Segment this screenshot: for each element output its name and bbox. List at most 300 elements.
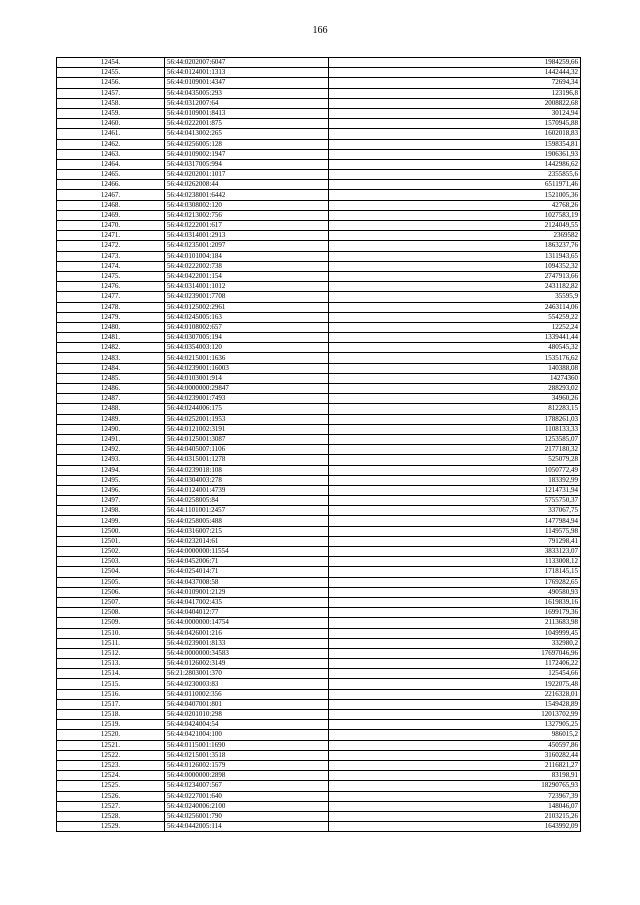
row-number-cell: 12481. xyxy=(57,333,165,343)
table-row xyxy=(57,363,581,373)
cadastral-value-cell: 1311943,65 xyxy=(329,251,581,261)
row-number-cell: 12475. xyxy=(57,271,165,281)
table-row xyxy=(57,822,581,832)
cadastral-value-cell: 34960,26 xyxy=(329,394,581,404)
cadastral-value-cell: 1327905,25 xyxy=(329,720,581,730)
cadastral-number-cell: 56:44:0126002:3149 xyxy=(165,659,329,669)
cadastral-value-cell: 1133008,12 xyxy=(329,557,581,567)
row-number-cell: 12525. xyxy=(57,781,165,791)
cadastral-value-table xyxy=(56,57,581,832)
row-number-cell: 12522. xyxy=(57,750,165,760)
table-row xyxy=(57,394,581,404)
cadastral-value-cell: 3833123,07 xyxy=(329,547,581,557)
cadastral-number-cell: 56:44:0421004:100 xyxy=(165,730,329,740)
cadastral-number-cell: 56:44:0125002:2961 xyxy=(165,302,329,312)
cadastral-number-cell: 56:44:1101001:2457 xyxy=(165,506,329,516)
table-row xyxy=(57,149,581,159)
cadastral-number-cell: 56:44:0422001:154 xyxy=(165,271,329,281)
cadastral-number-cell: 56:44:0235001:2097 xyxy=(165,241,329,251)
cadastral-value-cell: 1643992,09 xyxy=(329,822,581,832)
cadastral-number-cell: 56:44:0202007:6047 xyxy=(165,58,329,68)
cadastral-value-cell: 1521005,36 xyxy=(329,190,581,200)
row-number-cell: 12513. xyxy=(57,659,165,669)
cadastral-number-cell: 56:44:0404012:77 xyxy=(165,608,329,618)
cadastral-value-cell: 2747913,66 xyxy=(329,271,581,281)
row-number-cell: 12529. xyxy=(57,822,165,832)
cadastral-number-cell: 56:44:0222001:617 xyxy=(165,221,329,231)
table-row xyxy=(57,760,581,770)
cadastral-value-cell: 125454,66 xyxy=(329,669,581,679)
cadastral-number-cell: 56:44:0202001:1017 xyxy=(165,170,329,180)
cadastral-value-cell: 1027583,19 xyxy=(329,210,581,220)
cadastral-value-cell: 812283,15 xyxy=(329,404,581,414)
cadastral-value-cell: 2124049,55 xyxy=(329,221,581,231)
row-number-cell: 12519. xyxy=(57,720,165,730)
cadastral-number-cell: 56:44:0232014:61 xyxy=(165,536,329,546)
cadastral-number-cell: 56:44:0354003:120 xyxy=(165,343,329,353)
cadastral-value-cell: 12013702,99 xyxy=(329,710,581,720)
cadastral-value-cell: 337067,75 xyxy=(329,506,581,516)
table-row xyxy=(57,353,581,363)
cadastral-number-cell: 56:44:0000000:14754 xyxy=(165,618,329,628)
table-row xyxy=(57,567,581,577)
table-row xyxy=(57,139,581,149)
cadastral-value-cell: 1984259,66 xyxy=(329,58,581,68)
table-row xyxy=(57,485,581,495)
table-row xyxy=(57,791,581,801)
cadastral-value-cell: 12252,24 xyxy=(329,322,581,332)
cadastral-number-cell: 56:44:0304003:278 xyxy=(165,475,329,485)
cadastral-number-cell: 56:44:0109001:4347 xyxy=(165,78,329,88)
cadastral-number-cell: 56:21:2803001:370 xyxy=(165,669,329,679)
row-number-cell: 12505. xyxy=(57,577,165,587)
cadastral-number-cell: 56:44:0262008:44 xyxy=(165,180,329,190)
cadastral-number-cell: 56:44:0109001:2129 xyxy=(165,587,329,597)
cadastral-number-cell: 56:44:0126002:1579 xyxy=(165,760,329,770)
table-row xyxy=(57,526,581,536)
row-number-cell: 12491. xyxy=(57,434,165,444)
table-row xyxy=(57,547,581,557)
row-number-cell: 12471. xyxy=(57,231,165,241)
table-row xyxy=(57,679,581,689)
cadastral-number-cell: 56:44:0000000:29847 xyxy=(165,384,329,394)
row-number-cell: 12499. xyxy=(57,516,165,526)
cadastral-number-cell: 56:44:0109001:8413 xyxy=(165,108,329,118)
row-number-cell: 12501. xyxy=(57,536,165,546)
cadastral-value-cell: 123196,8 xyxy=(329,88,581,98)
cadastral-number-cell: 56:44:0230003:83 xyxy=(165,679,329,689)
cadastral-number-cell: 56:44:0108002:657 xyxy=(165,322,329,332)
row-number-cell: 12516. xyxy=(57,689,165,699)
cadastral-number-cell: 56:44:0239001:16003 xyxy=(165,363,329,373)
table-row xyxy=(57,261,581,271)
row-number-cell: 12467. xyxy=(57,190,165,200)
cadastral-value-cell: 450597,86 xyxy=(329,740,581,750)
cadastral-number-cell: 56:44:0407001:801 xyxy=(165,699,329,709)
row-number-cell: 12521. xyxy=(57,740,165,750)
cadastral-number-cell: 56:44:0125001:3087 xyxy=(165,434,329,444)
table-row xyxy=(57,659,581,669)
cadastral-value-cell: 1108133,33 xyxy=(329,424,581,434)
row-number-cell: 12504. xyxy=(57,567,165,577)
row-number-cell: 12511. xyxy=(57,638,165,648)
table-row xyxy=(57,221,581,231)
cadastral-value-cell: 791298,41 xyxy=(329,536,581,546)
row-number-cell: 12510. xyxy=(57,628,165,638)
table-row xyxy=(57,465,581,475)
table-row xyxy=(57,506,581,516)
cadastral-value-cell: 1602018,83 xyxy=(329,129,581,139)
cadastral-value-cell: 2463114,06 xyxy=(329,302,581,312)
table-row xyxy=(57,312,581,322)
table-row xyxy=(57,434,581,444)
cadastral-number-cell: 56:44:0000000:11554 xyxy=(165,547,329,557)
cadastral-number-cell: 56:44:0222002:738 xyxy=(165,261,329,271)
cadastral-number-cell: 56:44:0245005:163 xyxy=(165,312,329,322)
row-number-cell: 12473. xyxy=(57,251,165,261)
cadastral-number-cell: 56:44:0222001:875 xyxy=(165,119,329,129)
row-number-cell: 12507. xyxy=(57,597,165,607)
row-number-cell: 12461. xyxy=(57,129,165,139)
cadastral-value-cell: 1214731,94 xyxy=(329,485,581,495)
table-row xyxy=(57,373,581,383)
cadastral-number-cell: 56:44:0437008:58 xyxy=(165,577,329,587)
cadastral-value-cell: 2369582 xyxy=(329,231,581,241)
cadastral-value-cell: 17697046,96 xyxy=(329,648,581,658)
cadastral-value-cell: 35595,9 xyxy=(329,292,581,302)
table-row xyxy=(57,78,581,88)
table-row xyxy=(57,180,581,190)
table-row xyxy=(57,496,581,506)
cadastral-number-cell: 56:44:0121002:3191 xyxy=(165,424,329,434)
cadastral-number-cell: 56:44:0258005:84 xyxy=(165,496,329,506)
table-row xyxy=(57,282,581,292)
cadastral-value-cell: 2431182,82 xyxy=(329,282,581,292)
cadastral-number-cell: 56:44:0109002:1947 xyxy=(165,149,329,159)
table-row xyxy=(57,750,581,760)
table-row xyxy=(57,781,581,791)
table-row xyxy=(57,638,581,648)
cadastral-value-cell: 1922075,48 xyxy=(329,679,581,689)
cadastral-number-cell: 56:44:0317005:994 xyxy=(165,159,329,169)
cadastral-number-cell: 56:44:0442005:114 xyxy=(165,822,329,832)
row-number-cell: 12470. xyxy=(57,221,165,231)
cadastral-number-cell: 56:44:0307005:194 xyxy=(165,333,329,343)
row-number-cell: 12490. xyxy=(57,424,165,434)
cadastral-number-cell: 56:44:0405007:1106 xyxy=(165,445,329,455)
cadastral-value-cell: 5755750,37 xyxy=(329,496,581,506)
cadastral-value-cell: 1149575,98 xyxy=(329,526,581,536)
row-number-cell: 12496. xyxy=(57,485,165,495)
row-number-cell: 12508. xyxy=(57,608,165,618)
table-row xyxy=(57,424,581,434)
cadastral-value-cell: 480545,32 xyxy=(329,343,581,353)
row-number-cell: 12485. xyxy=(57,373,165,383)
table-row xyxy=(57,669,581,679)
table-row xyxy=(57,557,581,567)
cadastral-number-cell: 56:44:0110002:356 xyxy=(165,689,329,699)
table-row xyxy=(57,98,581,108)
table-row xyxy=(57,648,581,658)
table-row xyxy=(57,108,581,118)
cadastral-value-cell: 148046,07 xyxy=(329,801,581,811)
cadastral-number-cell: 56:44:0314001:2913 xyxy=(165,231,329,241)
cadastral-number-cell: 56:44:0254014:71 xyxy=(165,567,329,577)
cadastral-value-cell: 554259,22 xyxy=(329,312,581,322)
row-number-cell: 12520. xyxy=(57,730,165,740)
page-number: 166 xyxy=(312,25,328,36)
cadastral-number-cell: 56:44:0256001:790 xyxy=(165,811,329,821)
cadastral-number-cell: 56:44:0452006:71 xyxy=(165,557,329,567)
row-number-cell: 12515. xyxy=(57,679,165,689)
row-number-cell: 12500. xyxy=(57,526,165,536)
row-number-cell: 12495. xyxy=(57,475,165,485)
cadastral-value-cell: 83198,91 xyxy=(329,771,581,781)
row-number-cell: 12464. xyxy=(57,159,165,169)
cadastral-value-cell: 1788261,03 xyxy=(329,414,581,424)
cadastral-number-cell: 56:44:0252001:1953 xyxy=(165,414,329,424)
row-number-cell: 12523. xyxy=(57,760,165,770)
cadastral-number-cell: 56:44:0227001:640 xyxy=(165,791,329,801)
cadastral-value-cell: 1549428,89 xyxy=(329,699,581,709)
cadastral-value-cell: 14274360 xyxy=(329,373,581,383)
cadastral-number-cell: 56:44:0315001:1278 xyxy=(165,455,329,465)
row-number-cell: 12526. xyxy=(57,791,165,801)
row-number-cell: 12479. xyxy=(57,312,165,322)
table-row xyxy=(57,200,581,210)
row-number-cell: 12482. xyxy=(57,343,165,353)
row-number-cell: 12472. xyxy=(57,241,165,251)
cadastral-number-cell: 56:44:0239001:7708 xyxy=(165,292,329,302)
table-body xyxy=(57,58,581,832)
table-row xyxy=(57,516,581,526)
table-row xyxy=(57,445,581,455)
cadastral-value-cell: 2177180,32 xyxy=(329,445,581,455)
row-number-cell: 12456. xyxy=(57,78,165,88)
cadastral-value-cell: 1050772,49 xyxy=(329,465,581,475)
table-row xyxy=(57,577,581,587)
row-number-cell: 12474. xyxy=(57,261,165,271)
cadastral-number-cell: 56:44:0213002:756 xyxy=(165,210,329,220)
cadastral-number-cell: 56:44:0215001:1636 xyxy=(165,353,329,363)
row-number-cell: 12502. xyxy=(57,547,165,557)
row-number-cell: 12457. xyxy=(57,88,165,98)
table-row xyxy=(57,608,581,618)
row-number-cell: 12512. xyxy=(57,648,165,658)
cadastral-number-cell: 56:44:0435005:293 xyxy=(165,88,329,98)
table-row xyxy=(57,771,581,781)
row-number-cell: 12509. xyxy=(57,618,165,628)
cadastral-value-cell: 1253585,07 xyxy=(329,434,581,444)
table-row xyxy=(57,88,581,98)
cadastral-value-cell: 1863237,76 xyxy=(329,241,581,251)
row-number-cell: 12527. xyxy=(57,801,165,811)
cadastral-number-cell: 56:44:0103001:914 xyxy=(165,373,329,383)
row-number-cell: 12477. xyxy=(57,292,165,302)
row-number-cell: 12506. xyxy=(57,587,165,597)
cadastral-number-cell: 56:44:0234007:567 xyxy=(165,781,329,791)
cadastral-value-cell: 18290765,93 xyxy=(329,781,581,791)
cadastral-number-cell: 56:44:0239001:8133 xyxy=(165,638,329,648)
cadastral-value-cell: 3160282,44 xyxy=(329,750,581,760)
cadastral-number-cell: 56:44:0115001:1690 xyxy=(165,740,329,750)
cadastral-value-cell: 1172406,22 xyxy=(329,659,581,669)
cadastral-value-cell: 1570945,88 xyxy=(329,119,581,129)
row-number-cell: 12486. xyxy=(57,384,165,394)
table-row xyxy=(57,241,581,251)
cadastral-number-cell: 56:44:0239018:108 xyxy=(165,465,329,475)
cadastral-number-cell: 56:44:0000000:2898 xyxy=(165,771,329,781)
table-row xyxy=(57,710,581,720)
row-number-cell: 12459. xyxy=(57,108,165,118)
row-number-cell: 12517. xyxy=(57,699,165,709)
cadastral-number-cell: 56:44:0426001:216 xyxy=(165,628,329,638)
cadastral-value-cell: 2216328,01 xyxy=(329,689,581,699)
cadastral-value-cell: 288293,02 xyxy=(329,384,581,394)
table-row xyxy=(57,170,581,180)
cadastral-value-cell: 1718145,15 xyxy=(329,567,581,577)
row-number-cell: 12483. xyxy=(57,353,165,363)
row-number-cell: 12514. xyxy=(57,669,165,679)
cadastral-value-cell: 1094352,32 xyxy=(329,261,581,271)
cadastral-number-cell: 56:44:0308002:120 xyxy=(165,200,329,210)
cadastral-value-cell: 1619839,16 xyxy=(329,597,581,607)
cadastral-number-cell: 56:44:0314001:1012 xyxy=(165,282,329,292)
cadastral-value-cell: 2113683,98 xyxy=(329,618,581,628)
row-number-cell: 12466. xyxy=(57,180,165,190)
table-row xyxy=(57,475,581,485)
cadastral-value-cell: 2116821,27 xyxy=(329,760,581,770)
row-number-cell: 12497. xyxy=(57,496,165,506)
cadastral-value-cell: 1598354,81 xyxy=(329,139,581,149)
cadastral-number-cell: 56:44:0201010:298 xyxy=(165,710,329,720)
table-row xyxy=(57,190,581,200)
table-row xyxy=(57,404,581,414)
row-number-cell: 12494. xyxy=(57,465,165,475)
cadastral-number-cell: 56:44:0417002:435 xyxy=(165,597,329,607)
row-number-cell: 12478. xyxy=(57,302,165,312)
cadastral-number-cell: 56:44:0256005:128 xyxy=(165,139,329,149)
cadastral-value-cell: 490580,93 xyxy=(329,587,581,597)
cadastral-value-cell: 2008822,68 xyxy=(329,98,581,108)
table-row xyxy=(57,811,581,821)
cadastral-value-cell: 332980,2 xyxy=(329,638,581,648)
cadastral-value-cell: 525079,28 xyxy=(329,455,581,465)
row-number-cell: 12465. xyxy=(57,170,165,180)
table-row xyxy=(57,210,581,220)
table-row xyxy=(57,384,581,394)
table-row xyxy=(57,689,581,699)
cadastral-number-cell: 56:44:0000000:34583 xyxy=(165,648,329,658)
cadastral-number-cell: 56:44:0238001:6442 xyxy=(165,190,329,200)
cadastral-value-cell: 6511971,46 xyxy=(329,180,581,190)
table-row xyxy=(57,322,581,332)
table-row xyxy=(57,740,581,750)
table-row xyxy=(57,302,581,312)
table-row xyxy=(57,251,581,261)
table-row xyxy=(57,536,581,546)
cadastral-value-cell: 1769282,65 xyxy=(329,577,581,587)
cadastral-value-cell: 42768,26 xyxy=(329,200,581,210)
table-row xyxy=(57,455,581,465)
cadastral-value-cell: 2103215,26 xyxy=(329,811,581,821)
cadastral-number-cell: 56:44:0101004:184 xyxy=(165,251,329,261)
cadastral-number-cell: 56:44:0258005:488 xyxy=(165,516,329,526)
table-row xyxy=(57,292,581,302)
row-number-cell: 12480. xyxy=(57,322,165,332)
row-number-cell: 12487. xyxy=(57,394,165,404)
row-number-cell: 12528. xyxy=(57,811,165,821)
cadastral-number-cell: 56:44:0124001:4739 xyxy=(165,485,329,495)
row-number-cell: 12455. xyxy=(57,68,165,78)
cadastral-value-cell: 183392,99 xyxy=(329,475,581,485)
cadastral-value-cell: 72694,34 xyxy=(329,78,581,88)
table-row xyxy=(57,587,581,597)
row-number-cell: 12468. xyxy=(57,200,165,210)
row-number-cell: 12493. xyxy=(57,455,165,465)
cadastral-number-cell: 56:44:0316007:215 xyxy=(165,526,329,536)
cadastral-value-cell: 1442986,62 xyxy=(329,159,581,169)
cadastral-number-cell: 56:44:0239001:7493 xyxy=(165,394,329,404)
row-number-cell: 12488. xyxy=(57,404,165,414)
cadastral-value-cell: 1442444,32 xyxy=(329,68,581,78)
table-row xyxy=(57,333,581,343)
row-number-cell: 12463. xyxy=(57,149,165,159)
table-row xyxy=(57,628,581,638)
table-row xyxy=(57,343,581,353)
cadastral-value-cell: 723967,39 xyxy=(329,791,581,801)
row-number-cell: 12498. xyxy=(57,506,165,516)
cadastral-number-cell: 56:44:0240006:2100 xyxy=(165,801,329,811)
row-number-cell: 12489. xyxy=(57,414,165,424)
cadastral-value-cell: 1699179,36 xyxy=(329,608,581,618)
cadastral-value-cell: 30124,94 xyxy=(329,108,581,118)
table-row xyxy=(57,730,581,740)
cadastral-number-cell: 56:44:0413002:265 xyxy=(165,129,329,139)
table-row xyxy=(57,720,581,730)
table-row xyxy=(57,618,581,628)
cadastral-value-cell: 1535176,62 xyxy=(329,353,581,363)
table-row xyxy=(57,129,581,139)
cadastral-number-cell: 56:44:0215001:3518 xyxy=(165,750,329,760)
cadastral-value-cell: 140388,08 xyxy=(329,363,581,373)
row-number-cell: 12518. xyxy=(57,710,165,720)
cadastral-value-cell: 2355855,6 xyxy=(329,170,581,180)
row-number-cell: 12524. xyxy=(57,771,165,781)
table-row xyxy=(57,58,581,68)
cadastral-value-cell: 1906361,93 xyxy=(329,149,581,159)
table-row xyxy=(57,119,581,129)
row-number-cell: 12503. xyxy=(57,557,165,567)
row-number-cell: 12492. xyxy=(57,445,165,455)
table-row xyxy=(57,68,581,78)
table-row xyxy=(57,231,581,241)
row-number-cell: 12462. xyxy=(57,139,165,149)
cadastral-value-cell: 986015,2 xyxy=(329,730,581,740)
cadastral-value-cell: 1339441,44 xyxy=(329,333,581,343)
row-number-cell: 12469. xyxy=(57,210,165,220)
table-row xyxy=(57,414,581,424)
row-number-cell: 12460. xyxy=(57,119,165,129)
table-row xyxy=(57,699,581,709)
cadastral-value-cell: 1049999,45 xyxy=(329,628,581,638)
cadastral-number-cell: 56:44:0424004:54 xyxy=(165,720,329,730)
table-row xyxy=(57,271,581,281)
row-number-cell: 12476. xyxy=(57,282,165,292)
table-row xyxy=(57,801,581,811)
table-row xyxy=(57,597,581,607)
cadastral-number-cell: 56:44:0124001:1313 xyxy=(165,68,329,78)
